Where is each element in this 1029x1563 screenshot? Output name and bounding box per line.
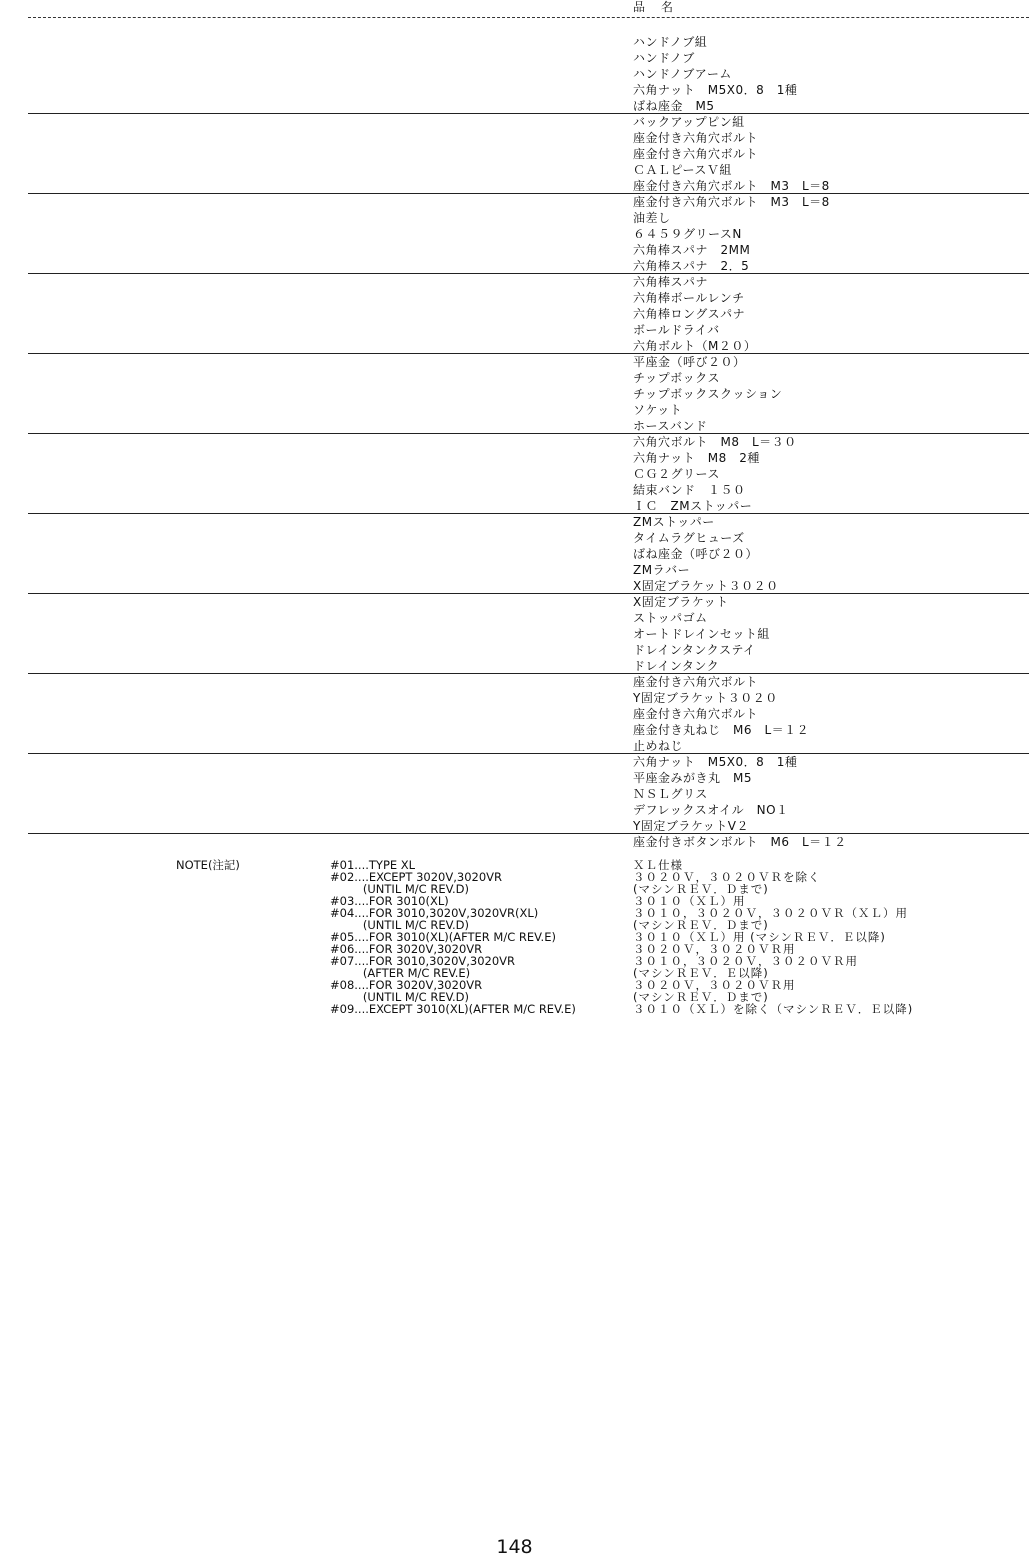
note-japanese: (マシンＲＥＶ．Ｄまで): [633, 882, 769, 896]
note-english: #03....FOR 3010(XL): [330, 894, 449, 908]
part-name: ZMストッパー: [633, 515, 715, 529]
part-name: 座金付き六角穴ボルト: [633, 147, 759, 161]
note-row: [0, 931, 1029, 943]
part-name: 止めねじ: [633, 739, 684, 753]
part-name: ハンドノブ: [633, 51, 695, 65]
header-divider: [28, 17, 1029, 18]
note-row: [0, 967, 1029, 979]
parts-group: [0, 434, 1029, 514]
part-name: チップボックスクッション: [633, 387, 783, 401]
note-english: #09....EXCEPT 3010(XL)(AFTER M/C REV.E): [330, 1002, 576, 1016]
note-japanese: ３０２０Ｖ，３０２０ＶＲ用: [633, 978, 796, 992]
note-english: (UNTIL M/C REV.D): [330, 918, 470, 932]
part-name: 六角棒ボールレンチ: [633, 291, 745, 305]
page-number: 148: [496, 1536, 533, 1558]
group-divider: [28, 833, 1029, 834]
parts-group: [0, 354, 1029, 434]
note-row: [0, 859, 1029, 871]
part-name: 六角ボルト（M２０）: [633, 339, 757, 353]
part-name: ６４５９グリースN: [633, 227, 742, 241]
part-name: タイムラグヒューズ: [633, 531, 745, 545]
part-name: ドレインタンク: [633, 659, 720, 673]
part-name: 六角ナット M5X0．8 1種: [633, 83, 798, 97]
note-japanese: ３０１０（ＸＬ）用 (マシンＲＥＶ．Ｅ以降): [633, 930, 886, 944]
note-japanese: ３０１０（ＸＬ）用: [633, 894, 746, 908]
note-japanese: ３０１０，３０２０Ｖ，３０２０ＶＲ（ＸＬ）用: [633, 906, 908, 920]
note-japanese: ＸＬ仕様: [633, 858, 683, 872]
part-name: 座金付き六角穴ボルト: [633, 675, 759, 689]
part-name: ＮＳＬグリス: [633, 787, 708, 801]
part-name: ソケット: [633, 403, 683, 417]
note-english: (UNTIL M/C REV.D): [330, 990, 470, 1004]
part-name: 平座金みがき丸 M5: [633, 771, 752, 785]
note-english: #06....FOR 3020V,3020VR: [330, 942, 483, 956]
part-name: オートドレインセット組: [633, 627, 770, 641]
parts-group: [0, 274, 1029, 354]
part-name: 座金付きボタンボルト M6 L＝１２: [633, 835, 847, 849]
part-name: 六角棒スパナ 2MM: [633, 243, 751, 257]
note-japanese: (マシンＲＥＶ．Ｄまで): [633, 990, 769, 1004]
part-name: 平座金（呼び２０）: [633, 355, 746, 369]
part-name: 六角棒スパナ 2．5: [633, 259, 750, 273]
part-name: 六角穴ボルト M8 L＝３０: [633, 435, 797, 449]
note-row: [0, 979, 1029, 991]
note-english: #05....FOR 3010(XL)(AFTER M/C REV.E): [330, 930, 556, 944]
note-english: (UNTIL M/C REV.D): [330, 882, 470, 896]
part-name: 結束バンド １５０: [633, 483, 746, 497]
note-row: [0, 871, 1029, 883]
part-name: チップボックス: [633, 371, 721, 385]
parts-group: [0, 834, 1029, 850]
part-name: ホースバンド: [633, 419, 708, 433]
parts-group: [0, 754, 1029, 834]
note-english: #08....FOR 3020V,3020VR: [330, 978, 483, 992]
note-japanese: ３０２０Ｖ，３０２０ＶＲを除く: [633, 870, 821, 884]
note-row: [0, 907, 1029, 919]
note-japanese: ３０１０，３０２０Ｖ，３０２０ＶＲ用: [633, 954, 858, 968]
note-japanese: ３０２０Ｖ，３０２０ＶＲ用: [633, 942, 796, 956]
part-name: 座金付き六角穴ボルト: [633, 131, 759, 145]
part-name: 座金付き六角穴ボルト M3 L＝8: [633, 195, 830, 209]
note-japanese: (マシンＲＥＶ．Ｅ以降): [633, 966, 769, 980]
part-name: ＣＡＬピースＶ組: [633, 163, 732, 177]
part-name: ZMラバー: [633, 563, 691, 577]
part-name: ばね座金 M5: [633, 99, 715, 113]
part-name: 六角ナット M8 2種: [633, 451, 760, 465]
part-name: ドレインタンクステイ: [633, 643, 756, 657]
part-name: ボールドライバ: [633, 323, 720, 337]
part-name: X固定ブラケット３０２０: [633, 579, 779, 593]
note-row: [0, 883, 1029, 895]
note-row: [0, 955, 1029, 967]
part-name: X固定ブラケット: [633, 595, 729, 609]
part-name: 六角棒スパナ: [633, 275, 709, 289]
parts-group: [0, 674, 1029, 754]
note-english: (AFTER M/C REV.E): [330, 966, 471, 980]
note-label: NOTE(注記): [176, 858, 240, 872]
part-name: 六角ナット M5X0．8 1種: [633, 755, 798, 769]
parts-group: [0, 514, 1029, 594]
note-japanese: (マシンＲＥＶ．Ｄまで): [633, 918, 769, 932]
part-name: Y固定ブラケットV２: [633, 819, 749, 833]
part-name: ハンドノブ組: [633, 35, 708, 49]
part-name: ストッパゴム: [633, 611, 708, 625]
note-row: [0, 1003, 1029, 1015]
parts-group: [0, 594, 1029, 674]
parts-name-header: 品 名: [633, 0, 676, 14]
part-name: ＣＧ２グリース: [633, 467, 720, 481]
parts-group: [0, 114, 1029, 194]
part-name: Y固定ブラケット３０２０: [633, 691, 778, 705]
note-japanese: ３０１０（ＸＬ）を除く（マシンＲＥＶ．Ｅ以降): [633, 1002, 914, 1016]
part-name: ハンドノブアーム: [633, 67, 732, 81]
part-name: デフレックスオイル NO１: [633, 803, 789, 817]
note-english: #07....FOR 3010,3020V,3020VR: [330, 954, 516, 968]
part-name: 六角棒ロングスパナ: [633, 307, 746, 321]
part-name: ＩＣ ZMストッパー: [633, 499, 753, 513]
parts-group: [0, 194, 1029, 274]
part-name: 座金付き六角穴ボルト M3 L＝8: [633, 179, 830, 193]
part-name: 座金付き丸ねじ M6 L＝１２: [633, 723, 810, 737]
note-english: #04....FOR 3010,3020V,3020VR(XL): [330, 906, 539, 920]
note-english: #02....EXCEPT 3020V,3020VR: [330, 870, 503, 884]
parts-group: [0, 34, 1029, 114]
part-name: 座金付き六角穴ボルト: [633, 707, 759, 721]
part-name: バックアップピン組: [633, 115, 745, 129]
part-name: ばね座金（呼び２０）: [633, 547, 759, 561]
note-english: #01....TYPE XL: [330, 858, 416, 872]
part-name: 油差し: [633, 211, 671, 225]
